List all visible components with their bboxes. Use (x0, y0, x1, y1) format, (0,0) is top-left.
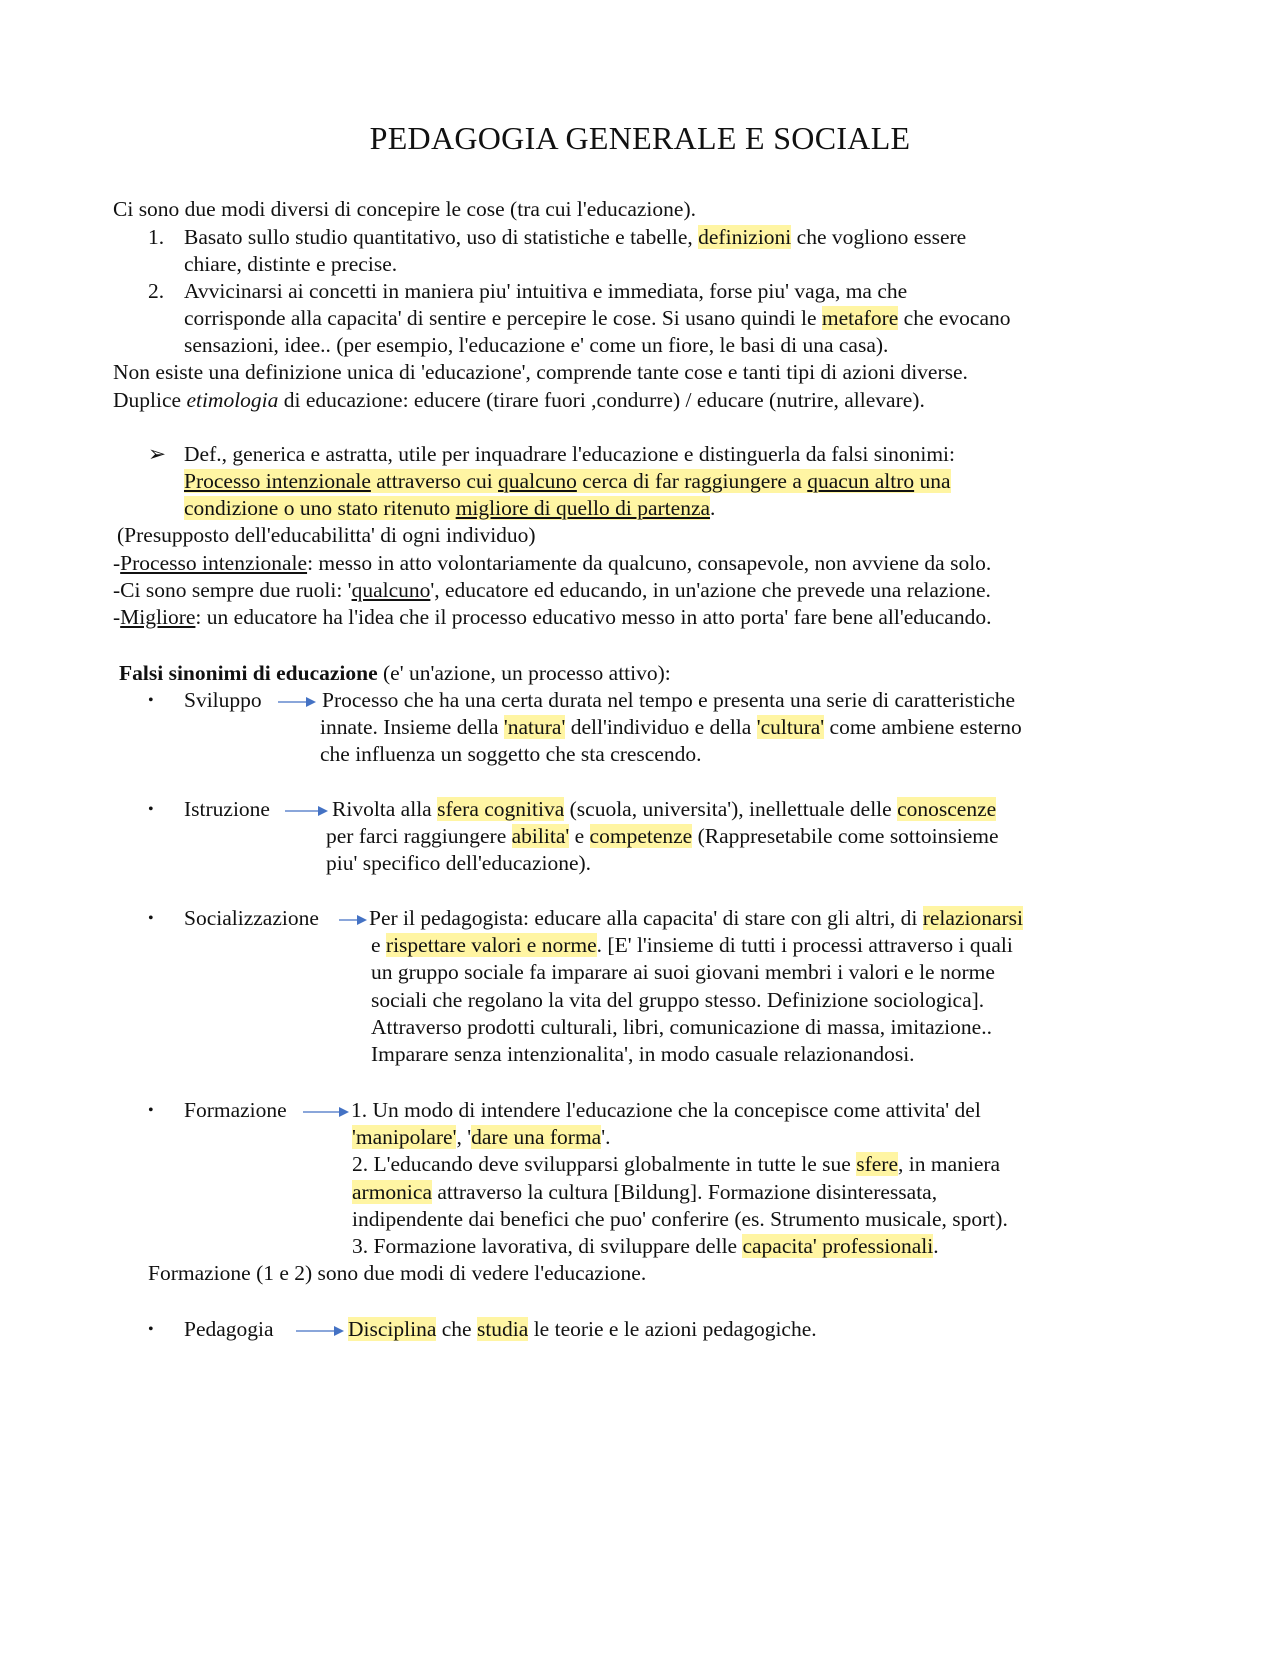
list-item-1-line-2: chiare, distinte e precise. (184, 252, 398, 276)
socializzazione-line-4: sociali che regolano la vita del gruppo stesso. Definizione sociologica]. (371, 988, 985, 1012)
socializzazione-line-5: Attraverso prodotti culturali, libri, comunicazione di massa, imitazione.. (371, 1015, 992, 1039)
note-ruoli: -Ci sono sempre due ruoli: 'qualcuno', educatore ed educando, in un'azione che prevede una relazione. (113, 578, 991, 602)
term-pedagogia: Pedagogia (184, 1317, 274, 1341)
presupposto-line: (Presupposto dell'educabilitta' di ogni individuo) (117, 523, 536, 547)
list-number-1: 1. (148, 225, 165, 249)
bullet-icon: • (148, 692, 154, 709)
istruzione-line-2: per farci raggiungere abilita' e competenze (Rappresetabile come sottoinsieme (326, 824, 999, 848)
arrowhead-bullet-icon: ➢ (148, 442, 167, 466)
term-sviluppo: Sviluppo (184, 688, 262, 712)
list-item-2-line-2: corrisponde alla capacita' di sentire e percepire le cose. Si usano quindi le metafore che evocano (184, 306, 1011, 330)
bullet-icon: • (148, 1102, 154, 1119)
bullet-icon: • (148, 1321, 154, 1338)
intro-line: Ci sono due modi diversi di concepire le cose (tra cui l'educazione). (113, 197, 696, 221)
socializzazione-line-1: Per il pedagogista: educare alla capacita' di stare con gli altri, di relazionarsi (369, 906, 1023, 930)
arrow-right-icon (296, 1325, 346, 1337)
list-item-1-line-1: Basato sullo studio quantitativo, uso di statistiche e tabelle, definizioni che vogliono essere (184, 225, 967, 249)
formazione-line-5: indipendente dai benefici che puo' conferire (es. Strumento musicale, sport). (352, 1207, 1008, 1231)
def-line-3: condizione o uno stato ritenuto migliore di quello di partenza. (184, 496, 716, 520)
bullet-icon: • (148, 801, 154, 818)
falsi-sinonimi-heading: Falsi sinonimi di educazione (e' un'azione, un processo attivo): (119, 661, 671, 685)
pedagogia-line: Disciplina che studia le teorie e le azioni pedagogiche. (348, 1317, 817, 1341)
term-socializzazione: Socializzazione (184, 906, 319, 930)
arrow-right-icon (285, 805, 330, 817)
formazione-summary: Formazione (1 e 2) sono due modi di vedere l'educazione. (148, 1261, 647, 1285)
list-item-2-line-1: Avvicinarsi ai concetti in maniera piu' intuitiva e immediata, forse piu' vaga, ma che (184, 279, 908, 303)
note-migliore: -Migliore: un educatore ha l'idea che il processo educativo messo in atto porta' fare bene all'educando. (113, 605, 992, 629)
list-number-2: 2. (148, 279, 165, 303)
duplice-line: Duplice etimologia di educazione: educere (tirare fuori ,condurre) / educare (nutrire, allevare). (113, 388, 925, 412)
non-esiste-line: Non esiste una definizione unica di 'educazione', comprende tante cose e tanti tipi di azioni diverse. (113, 360, 968, 384)
socializzazione-line-6: Imparare senza intenzionalita', in modo casuale relazionandosi. (371, 1042, 915, 1066)
formazione-line-4: armonica attraverso la cultura [Bildung]. Formazione disinteressata, (352, 1180, 938, 1204)
term-istruzione: Istruzione (184, 797, 270, 821)
sviluppo-line-2: innate. Insieme della 'natura' dell'individuo e della 'cultura' come ambiene esterno (320, 715, 1022, 739)
highlight-definizioni: definizioni (698, 225, 792, 249)
term-formazione: Formazione (184, 1098, 287, 1122)
socializzazione-line-2: e rispettare valori e norme. [E' l'insieme di tutti i processi attraverso i quali (371, 933, 1013, 957)
highlight-metafore: metafore (821, 306, 899, 330)
formazione-line-3: 2. L'educando deve svilupparsi globalmente in tutte le sue sfere, in maniera (352, 1152, 1001, 1176)
sviluppo-line-3: che influenza un soggetto che sta crescendo. (320, 742, 702, 766)
list-item-2-line-3: sensazioni, idee.. (per esempio, l'educazione e' come un fiore, le basi di una casa). (184, 333, 889, 357)
bullet-icon: • (148, 910, 154, 927)
def-line-2: Processo intenzionale attraverso cui qualcuno cerca di far raggiungere a quacun altro una (184, 469, 951, 493)
note-processo: -Processo intenzionale: messo in atto volontariamente da qualcuno, consapevole, non avviene da solo. (113, 551, 992, 575)
sviluppo-line-1: Processo che ha una certa durata nel tempo e presenta una serie di caratteristiche (322, 688, 1016, 712)
socializzazione-line-3: un gruppo sociale fa imparare ai suoi giovani membri i valori e le norme (371, 960, 995, 984)
istruzione-line-3: piu' specifico dell'educazione). (326, 851, 592, 875)
formazione-line-2: 'manipolare', 'dare una forma'. (352, 1125, 611, 1149)
formazione-line-6: 3. Formazione lavorativa, di sviluppare delle capacita' professionali. (352, 1234, 939, 1258)
istruzione-line-1: Rivolta alla sfera cognitiva (scuola, universita'), inellettuale delle conoscenze (332, 797, 997, 821)
def-line-1: Def., generica e astratta, utile per inquadrare l'educazione e distinguerla da falsi sinonimi: (184, 442, 955, 466)
document-title: PEDAGOGIA GENERALE E SOCIALE (369, 120, 911, 156)
arrow-right-icon (339, 914, 369, 926)
arrow-right-icon (303, 1106, 351, 1118)
formazione-line-1: 1. Un modo di intendere l'educazione che la concepisce come attivita' del (351, 1098, 981, 1122)
arrow-right-icon (278, 696, 318, 708)
